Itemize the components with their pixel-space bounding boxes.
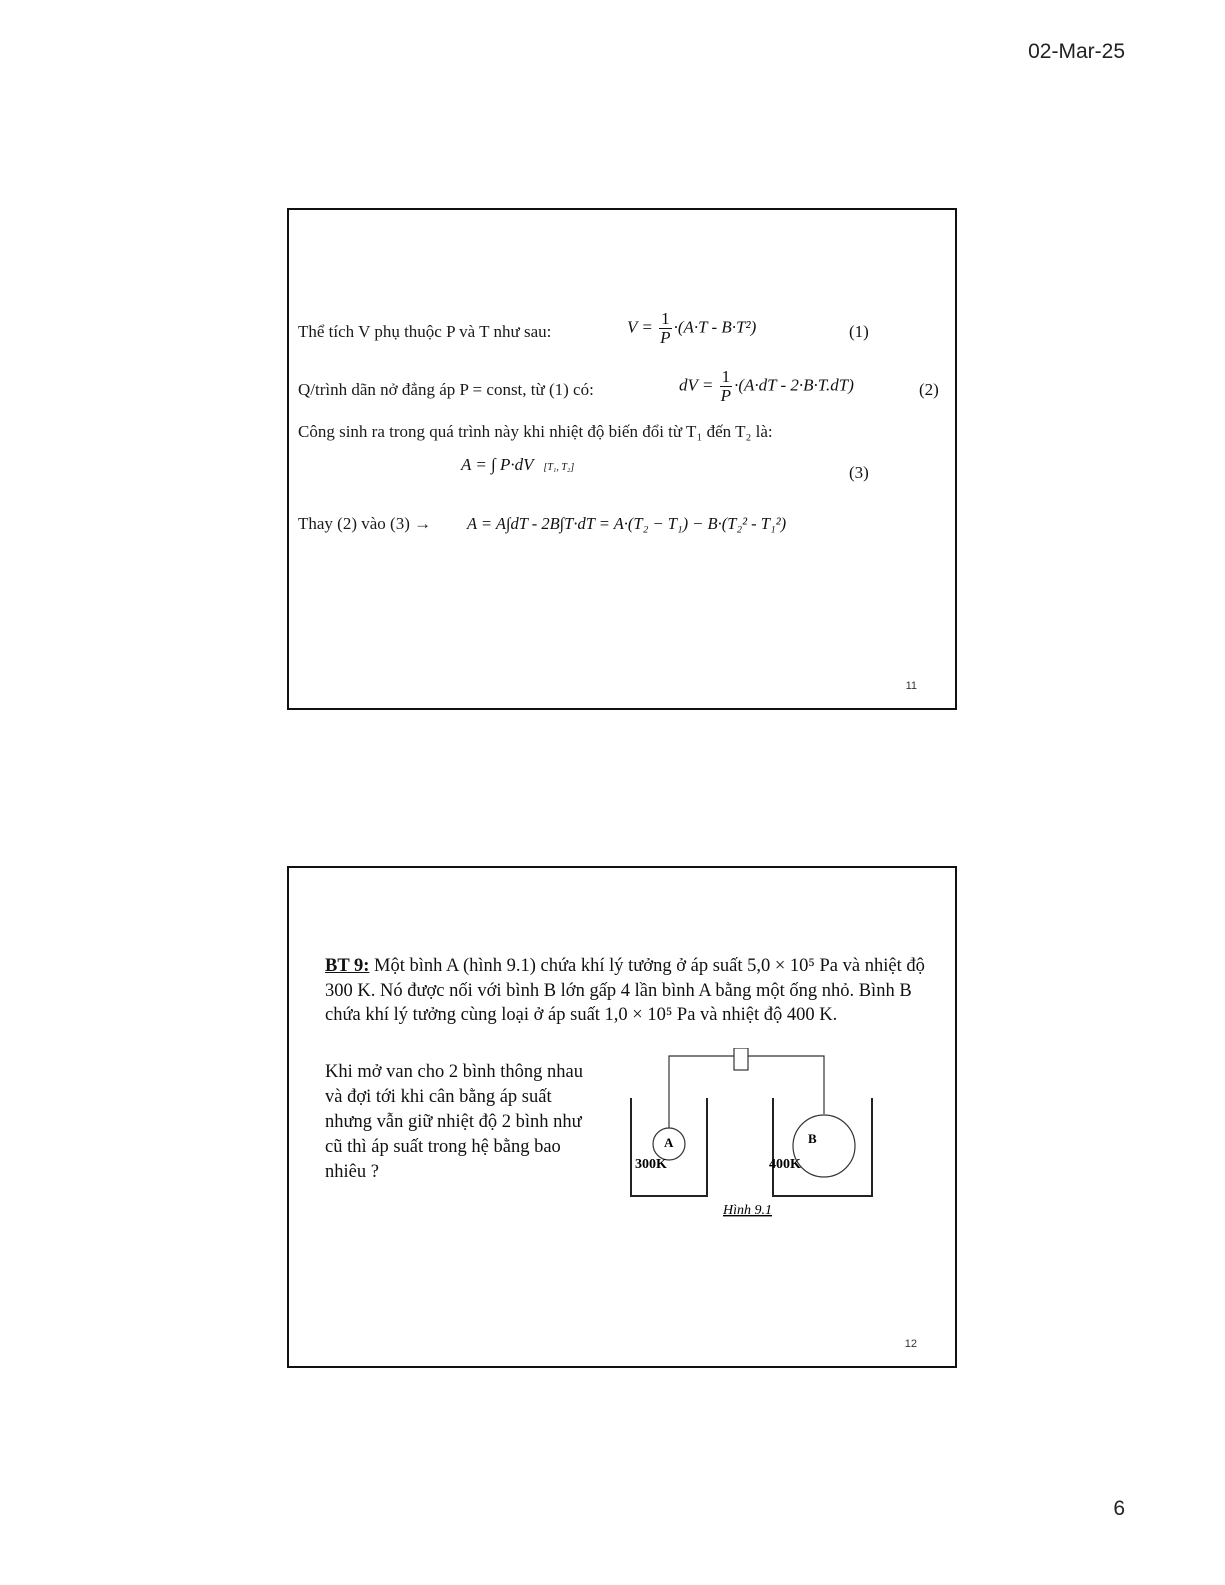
equation-1-lhs: V =: [627, 317, 653, 337]
lower-limit: T₁: [547, 462, 557, 473]
equation-1-rhs: ·(A·T - B·T²): [673, 317, 757, 337]
slide-number: 11: [905, 680, 917, 692]
figure-9-1: [623, 1048, 883, 1228]
problem-question: Khi mở van cho 2 bình thông nhau và đợi tới khi cân bằng áp suất nhưng vẫn giữ nhiệt độ 2 bình như cũ thì áp suất trong hệ bằng bao nhiêu ?: [325, 1062, 583, 1182]
equation-4: A = A∫dT - 2B∫T·dT = A·(T₂ − T₁) − B·(T₂² - T₁²): [467, 514, 787, 533]
fraction-denominator: P: [720, 386, 731, 405]
temperature-a: 300K: [635, 1157, 667, 1172]
temperature-b: 400K: [769, 1157, 801, 1172]
slide-number: 12: [904, 1338, 917, 1350]
slide-11: [287, 208, 957, 710]
equation-3-body: A = ∫ P·dV: [461, 455, 534, 474]
equation-1-number: (1): [849, 322, 869, 341]
equation-2-rhs: ·(A·dT - 2·B·T.dT): [734, 375, 854, 395]
vessel-b: [793, 1115, 855, 1177]
volume-definition-text: Thể tích V phụ thuộc P và T như sau:: [298, 322, 552, 341]
equation-2-fraction: [720, 368, 733, 405]
isobaric-process-text: Q/trình dãn nở đẳng áp P = const, từ (1) có:: [298, 380, 594, 399]
vessel-b-label: B: [808, 1131, 817, 1146]
equation-3-limits: [T₁, T₂]: [543, 462, 575, 473]
valve-icon: [734, 1048, 748, 1070]
equation-3-number: (3): [849, 463, 869, 482]
equation-1: [627, 310, 756, 347]
upper-limit: T₂: [561, 462, 571, 473]
equation-3: [461, 455, 574, 475]
problem-statement: [325, 954, 925, 1028]
equation-1-fraction: [659, 310, 672, 347]
vessel-a-label: A: [664, 1135, 674, 1150]
fraction-numerator: 1: [661, 309, 670, 328]
fraction-denominator: P: [660, 328, 671, 347]
equation-2-number: (2): [919, 380, 939, 399]
substitution-text: Thay (2) vào (3) →: [298, 514, 432, 533]
equation-2: [679, 368, 854, 405]
page-number: 6: [1113, 1497, 1125, 1520]
problem-label: BT 9:: [325, 956, 370, 976]
header-date: 02-Mar-25: [1028, 40, 1125, 63]
fraction-numerator: 1: [721, 367, 731, 386]
problem-text: Một bình A (hình 9.1) chứa khí lý tưởng ở áp suất 5,0 × 10⁵ Pa và nhiệt độ 300 K. Nó được nối với bình B lớn gấp 4 lần bình A bằng một ống nhỏ. Bình B chứa khí lý tưởng cùng loại ở áp suất 1,0 × 10⁵ Pa và nhiệt độ 400 K.: [325, 956, 925, 1025]
slide-12: [287, 866, 957, 1368]
figure-caption: Hình 9.1: [723, 1203, 772, 1218]
work-description-text: Công sinh ra trong quá trình này khi nhiệt độ biến đổi từ T₁ đến T₂ là:: [298, 422, 773, 441]
equation-2-lhs: dV =: [679, 375, 714, 395]
